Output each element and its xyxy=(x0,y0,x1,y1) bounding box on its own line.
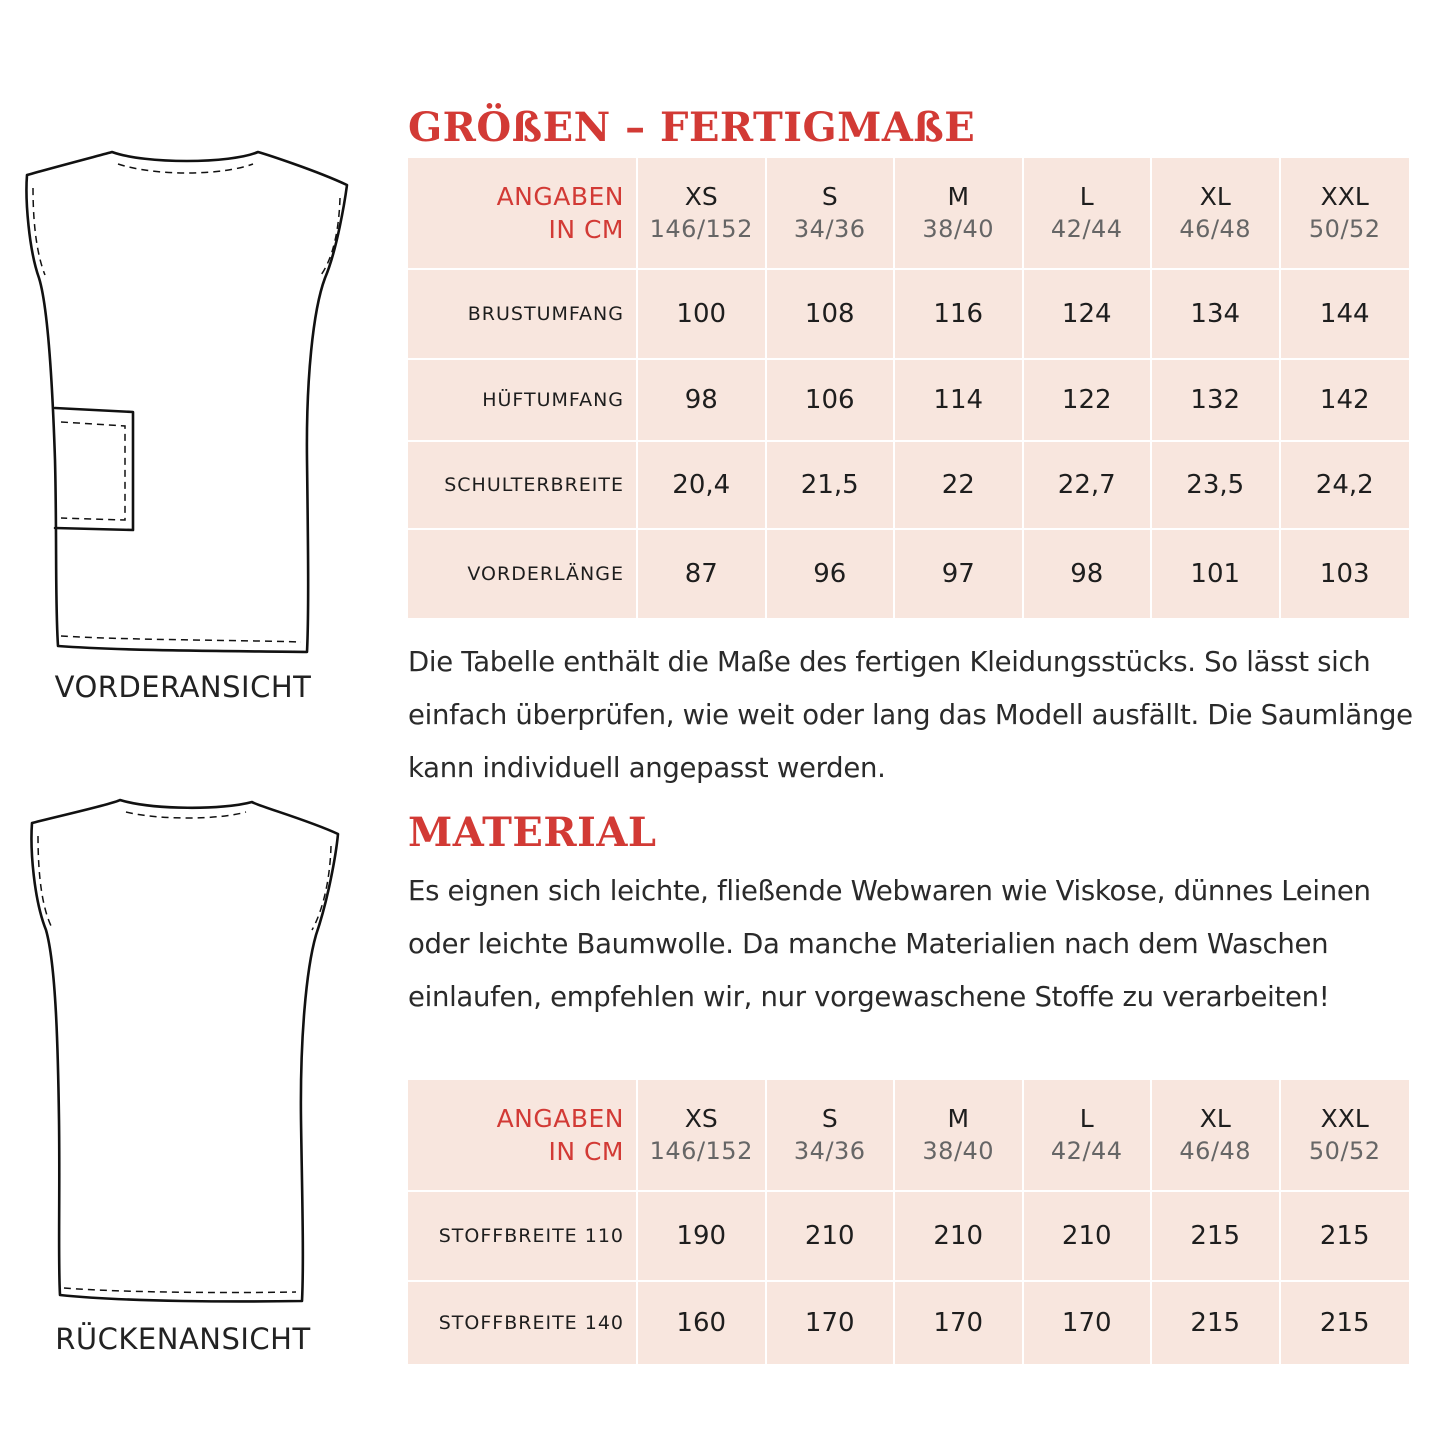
table-row xyxy=(408,1192,1409,1282)
size-column-header: L 42/44 xyxy=(1024,1080,1153,1192)
table-cell: 144 xyxy=(1281,270,1410,360)
sizes-description: Die Tabelle enthält die Maße des fertigen Kleidungsstücks. So lässt sich einfach überprüfen, wie weit oder lang das Modell ausfällt. Die Saumlänge kann individuell angepasst werden. xyxy=(408,646,1413,784)
size-column-header: S 34/36 xyxy=(767,1080,896,1192)
finished-measurements-table xyxy=(408,158,1409,620)
table-cell: 100 xyxy=(638,270,767,360)
row-label: HÜFTUMFANG xyxy=(408,360,638,442)
material-description: Es eignen sich leichte, fließende Webwaren wie Viskose, dünnes Leinen oder leichte Baumwolle. Da manche Materialien nach dem Waschen einlaufen, empfehlen wir, nur vorgewaschene Stoffe zu verarbeiten! xyxy=(408,875,1371,1013)
table-cell: 21,5 xyxy=(767,442,896,530)
back-view-illustration xyxy=(18,790,348,1315)
table-cell: 101 xyxy=(1152,530,1281,620)
table-row xyxy=(408,442,1409,530)
size-column-header: XL 46/48 xyxy=(1152,1080,1281,1192)
size-column-header: XL 46/48 xyxy=(1152,158,1281,270)
size-column-header: XS 146/152 xyxy=(638,158,767,270)
fabric-requirements-table xyxy=(408,1080,1409,1366)
table-row xyxy=(408,1282,1409,1366)
table-header-row xyxy=(408,158,1409,270)
table-header-row xyxy=(408,1080,1409,1192)
table-cell: 114 xyxy=(895,360,1024,442)
table-cell: 215 xyxy=(1281,1282,1410,1366)
size-column-header: XXL 50/52 xyxy=(1281,158,1410,270)
row-label: STOFFBREITE 110 xyxy=(408,1192,638,1282)
table-cell: 87 xyxy=(638,530,767,620)
units-label: ANGABEN IN CM xyxy=(408,158,638,270)
back-view-caption: RÜCKENANSICHT xyxy=(55,1322,311,1356)
table-cell: 97 xyxy=(895,530,1024,620)
row-label: STOFFBREITE 140 xyxy=(408,1282,638,1366)
table-cell: 122 xyxy=(1024,360,1153,442)
size-column-header: M 38/40 xyxy=(895,1080,1024,1192)
table-cell: 108 xyxy=(767,270,896,360)
row-label: BRUSTUMFANG xyxy=(408,270,638,360)
table-cell: 132 xyxy=(1152,360,1281,442)
table-row xyxy=(408,270,1409,360)
table-cell: 190 xyxy=(638,1192,767,1282)
table-cell: 103 xyxy=(1281,530,1410,620)
table-cell: 20,4 xyxy=(638,442,767,530)
table-cell: 170 xyxy=(767,1282,896,1366)
size-column-header: XXL 50/52 xyxy=(1281,1080,1410,1192)
table-cell: 22,7 xyxy=(1024,442,1153,530)
table-cell: 106 xyxy=(767,360,896,442)
table-cell: 170 xyxy=(1024,1282,1153,1366)
table-cell: 210 xyxy=(767,1192,896,1282)
size-column-header: S 34/36 xyxy=(767,158,896,270)
table-cell: 215 xyxy=(1152,1192,1281,1282)
size-column-header: L 42/44 xyxy=(1024,158,1153,270)
table-cell: 160 xyxy=(638,1282,767,1366)
row-label: VORDERLÄNGE xyxy=(408,530,638,620)
table-cell: 96 xyxy=(767,530,896,620)
row-label: SCHULTERBREITE xyxy=(408,442,638,530)
table-cell: 215 xyxy=(1281,1192,1410,1282)
table-cell: 134 xyxy=(1152,270,1281,360)
units-label: ANGABEN IN CM xyxy=(408,1080,638,1192)
table-cell: 170 xyxy=(895,1282,1024,1366)
table-cell: 142 xyxy=(1281,360,1410,442)
table-cell: 24,2 xyxy=(1281,442,1410,530)
size-column-header: XS 146/152 xyxy=(638,1080,767,1192)
material-heading: MATERIAL xyxy=(408,809,657,856)
front-view-caption: VORDERANSICHT xyxy=(54,670,312,704)
table-cell: 23,5 xyxy=(1152,442,1281,530)
sizes-heading: GRÖßEN – FERTIGMAßE xyxy=(408,104,976,151)
table-cell: 210 xyxy=(895,1192,1024,1282)
table-cell: 116 xyxy=(895,270,1024,360)
table-cell: 98 xyxy=(638,360,767,442)
front-view-illustration xyxy=(15,140,360,665)
size-column-header: M 38/40 xyxy=(895,158,1024,270)
table-cell: 22 xyxy=(895,442,1024,530)
table-row xyxy=(408,530,1409,620)
table-cell: 210 xyxy=(1024,1192,1153,1282)
table-row xyxy=(408,360,1409,442)
table-cell: 215 xyxy=(1152,1282,1281,1366)
table-cell: 124 xyxy=(1024,270,1153,360)
table-cell: 98 xyxy=(1024,530,1153,620)
